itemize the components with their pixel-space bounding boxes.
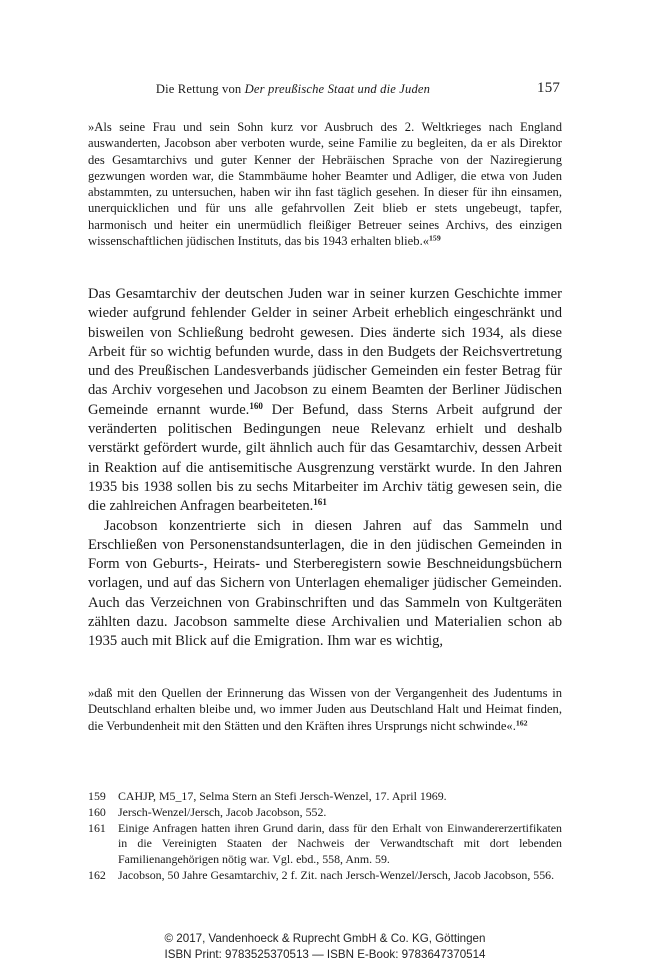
footnote-number: 159 <box>88 789 106 803</box>
body-text <box>88 285 562 652</box>
copyright-line: © 2017, Vandenhoeck & Ruprecht GmbH & Co. KG, Göttingen <box>164 932 486 945</box>
footnote-ref-161[interactable]: 161 <box>313 497 327 508</box>
quote-text: »daß mit den Quellen der Erinnerung das Wissen von der Vergangenheit des Judentums in Deutschland erhalten bleibe und, wo immer Juden aus Deutschland Halt und Heimat finden, die Verbundenheit mit den Stätten und den Kräften ihres Ursprungs nicht schwinde«. <box>88 686 562 733</box>
footnote-text: Jersch-Wenzel/Jersch, Jacob Jacobson, 552. <box>118 804 327 819</box>
paragraph-text: Das Gesamtarchiv der deutschen Juden war in seiner kurzen Geschichte immer wieder aufgrund fehlender Gelder in seiner Arbeit erheblich eingeschränkt und bisweilen von Schließung bedroht gewesen. Dies änderte sich 1934, als diese Arbeit für so wichtig befunden wurde, dass in den Budgets der Reichsvertretung und des Preußischen Landesverbands jüdischer Gemeinden ein fester Betrag für das Archiv vorgesehen und Jacobson zu einem Beamten der Berliner Jüdischen Gemeinde ernannt wurde. <box>88 286 562 418</box>
footnote-text: CAHJP, M5_17, Selma Stern an Stefi Jersch-Wenzel, 17. April 1969. <box>118 789 447 803</box>
footnote-number: 161 <box>88 820 106 835</box>
running-title <box>84 82 502 97</box>
footnote-161 <box>88 821 562 868</box>
copyright-notice <box>0 931 650 963</box>
footnote-text: Jacobson, 50 Jahre Gesamtarchiv, 2 f. Zit. nach Jersch-Wenzel/Jersch, Jacob Jacobson, 556. <box>118 867 555 882</box>
footnote-ref-159[interactable]: 159 <box>429 233 441 243</box>
footnotes <box>88 789 562 884</box>
quote-text: »Als seine Frau und sein Sohn kurz vor Ausbruch des 2. Weltkrieges nach England auswanderten, Jacobson aber verboten wurde, seine Familie zu begleiten, da er als Direktor des Gesamtarchivs und guter Kenner der Hebräischen Sprache von der Naziregierung gezwungen worden war, die Stammbäume hoher Beamter und Adliger, die etwa von Juden abstammten, zu untersuchen, haben wir ihn fast täglich gesehen. In dieser für ihn einsamen, unerquicklichen und für uns alle gefahrvollen Zeit blieb er stets ungebeugt, tapfer, harmonisch und heiter ein unermüdlich fleißiger Betreuer seines Archivs, des einzigen wissenschaftlichen jüdischen Instituts, das bis 1943 erhalten blieb.« <box>88 120 562 249</box>
running-title-prefix: Die Rettung von <box>155 82 245 96</box>
footnote-162 <box>88 868 562 884</box>
isbn-line: ISBN Print: 9783525370513 — ISBN E-Book: 9783647370514 <box>164 948 486 961</box>
footnote-number: 160 <box>88 804 106 819</box>
paragraph: Jacobson konzentrierte sich in diesen Jahren auf das Sammeln und Erschließen von Personenstandsunterlagen, die in den jüdischen Gemeinden in Form von Geburts-, Heirats- und Sterberegistern sowie Beschneidungsbüchern vorlagen, und auf das Sichern von Unterlagen ehemaliger jüdischer Gemeinden. Auch das Verzeichnen von Grabinschriften und das Sammeln von Kultgeräten zählten dazu. Jacobson sammelte diese Archivalien und Materialien schon ab 1935 auch mit Blick auf die Emigration. Ihm war es wichtig, <box>88 517 562 650</box>
footnote-160 <box>88 805 562 821</box>
running-header <box>84 80 564 100</box>
running-title-book: Der preußische Staat und die Juden <box>244 82 431 96</box>
footnote-number: 162 <box>88 867 106 882</box>
page-number: 157 <box>537 80 560 96</box>
block-quote-stern <box>88 119 562 249</box>
paragraph <box>88 285 562 517</box>
footnote-text: Einige Anfragen hatten ihren Grund darin, dass für den Erhalt von Einwandererzertifikaten in die Vereinigten Staaten der Nachweis der Verwandtschaft mit dort lebenden Familienangehörigen nötig war. Vgl. ebd., 558, Anm. 59. <box>118 820 562 867</box>
block-quote-jacobson <box>88 685 562 734</box>
footnote-159 <box>88 789 562 805</box>
footnote-ref-160[interactable]: 160 <box>249 400 263 411</box>
paragraph-text: Der Befund, dass Sterns Arbeit aufgrund der veränderten politischen Bedingungen neue Relevanz erhielt und deshalb verstärkt gefördert wurde, gilt ähnlich auch für das Gesamtarchiv, dessen Arbeit in Reaktion auf die antisemitische Ausgrenzung verstärkt wurde. In den Jahren 1935 bis 1938 sollen bis zu sechs Mitarbeiter im Archiv tätig gewesen sein, die die zahlreichen Anfragen bearbeiteten. <box>88 401 563 515</box>
footnote-ref-162[interactable]: 162 <box>515 718 528 728</box>
